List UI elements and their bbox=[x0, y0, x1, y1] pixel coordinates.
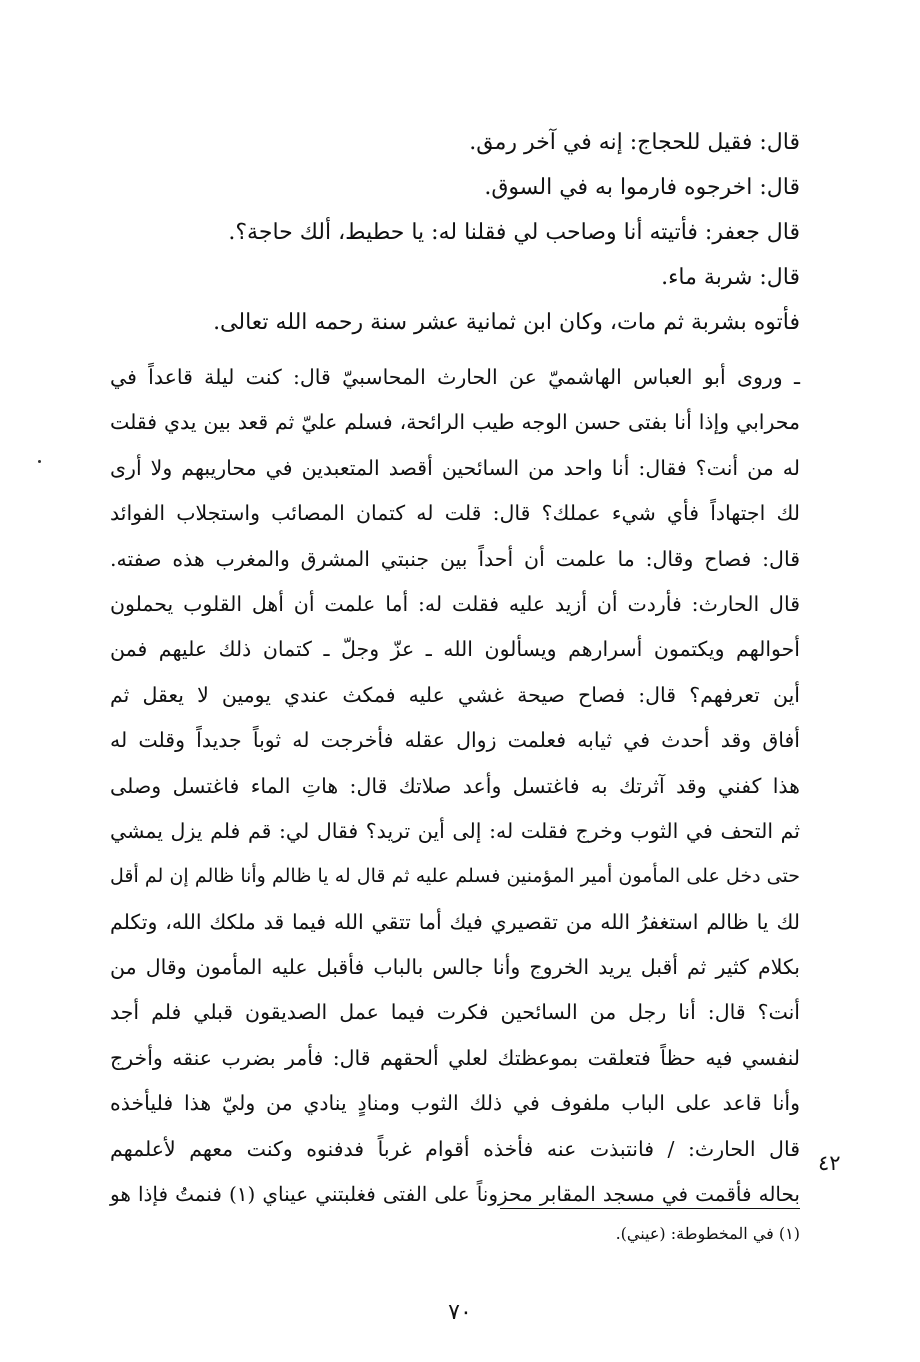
text-line: بكلام كثير ثم أقبل يريد الخروج وأنا جالس بالباب فأقبل عليه المأمون وقال من bbox=[110, 955, 800, 980]
text-line: وأنا قاعد على الباب ملفوف في ذلك الثوب ومنادٍ ينادي من وليّ هذا فليأخذه bbox=[110, 1091, 800, 1116]
text-line: قال جعفر: فأتيته أنا وصاحب لي فقلنا له: يا حطيط، ألك حاجة؟. bbox=[228, 220, 800, 245]
text-line: قال: فصاح وقال: ما علمت أن أحداً بين جنبتي المشرق والمغرب هذه صفته. bbox=[110, 546, 800, 571]
text-line: أين تعرفهم؟ قال: فصاح صيحة غشي عليه فمكث عندي يومين لا يعقل ثم bbox=[110, 682, 800, 707]
text-line: هذا كفني وقد آثرتك به فاغتسل وأعد صلاتك قال: هاتِ الماء فاغتسل وصلى bbox=[110, 773, 800, 798]
text-line: أحوالهم ويكتمون أسرارهم ويسألون الله ـ عزّ وجلّ ـ كتمان ذلك عليهم فمن bbox=[110, 637, 800, 662]
text-line: لك اجتهاداً فأي شيء عملك؟ قال: قلت له كتمان المصائب واستجلاب الفوائد bbox=[110, 501, 800, 526]
main-paragraph bbox=[110, 355, 800, 1217]
page-number: ٧٠ bbox=[448, 1300, 472, 1325]
text-line: ثم التحف في الثوب وخرج فقلت له: إلى أين تريد؟ فقال لي: قم فلم يزل يمشي bbox=[110, 818, 800, 843]
footnote: (١) في المخطوطة: (عيني). bbox=[615, 1224, 800, 1243]
text-line: قال: اخرجوه فارموا به في السوق. bbox=[484, 175, 800, 200]
text-line: لنفسي فيه حظاً فتعلقت بموعظتك لعلي ألحقهم قال: فأمر بضرب عنقه وأخرج bbox=[110, 1045, 800, 1070]
footnote-divider bbox=[500, 1208, 800, 1209]
text-line: بحاله فأقمت في مسجد المقابر محزوناً على الفتى فغلبتني عيناي (١) فنمتُ فإذا هو bbox=[110, 1182, 800, 1207]
text-line: ـ وروى أبو العباس الهاشميّ عن الحارث المحاسبيّ قال: كنت ليلة قاعداً في bbox=[110, 365, 800, 389]
manuscript-folio-number: ٤٢ bbox=[818, 1151, 841, 1175]
text-line: محرابي وإذا أنا بفتى حسن الوجه طيب الرائحة، فسلم عليّ ثم قعد بين يدي فقلت bbox=[110, 410, 800, 435]
text-line: قال: فقيل للحجاج: إنه في آخر رمق. bbox=[469, 130, 800, 155]
scan-speck bbox=[38, 460, 41, 463]
text-line: قال الحارث: / فانتبذت عنه فأخذه أقوام غرباً فدفنوه وكنت معهم لأعلمهم bbox=[110, 1136, 800, 1161]
text-line: لك يا ظالم استغفرُ الله من تقصيري فيك أما تتقي الله فيما قد ملكك الله، وتكلم bbox=[110, 909, 800, 934]
text-line: فأتوه بشربة ثم مات، وكان ابن ثمانية عشر سنة رحمه الله تعالى. bbox=[213, 310, 800, 335]
text-line: أنت؟ قال: أنا رجل من السائحين فكرت فيما عمل الصديقون قبلي فلم أجد bbox=[110, 1000, 800, 1025]
dialogue-lines bbox=[110, 120, 800, 345]
text-line: قال الحارث: فأردت أن أزيد عليه فقلت له: أما علمت أن أهل القلوب يحملون bbox=[110, 591, 800, 616]
text-line: له من أنت؟ فقال: أنا واحد من السائحين أقصد المتعبدين في محاريبهم ولا أرى bbox=[110, 455, 800, 480]
text-line: أفاق وقد أحدث في ثيابه فعلمت زوال عقله فأخرجت له ثوباً جديداً وقلت له bbox=[110, 728, 800, 753]
text-line: حتى دخل على المأمون أمير المؤمنين فسلم عليه ثم قال له يا ظالم وأنا ظالم إن لم أقل bbox=[110, 865, 800, 888]
text-line: قال: شربة ماء. bbox=[661, 265, 800, 290]
